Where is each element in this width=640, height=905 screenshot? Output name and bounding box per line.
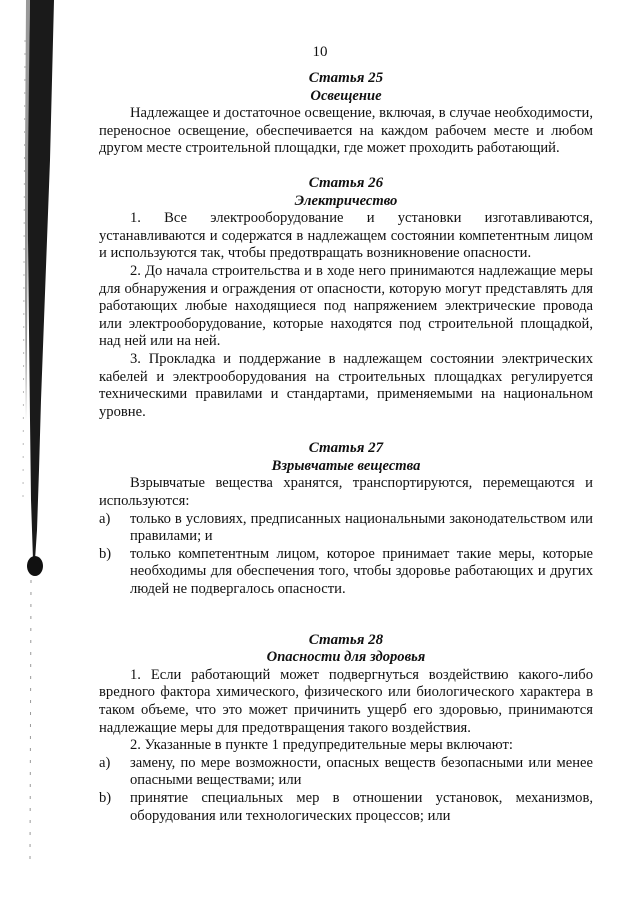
- list-item-label: a): [99, 510, 111, 527]
- paragraph: 1. Все электрооборудование и установки изготавливаются, устанавливаются и содержатся в надлежащем состоянии компетентным лицом и используются так, чтобы предотвращать возникновение опасности.: [99, 210, 593, 262]
- list-item-text: только в условиях, предписанных национальными законодательством или правилами; и: [130, 510, 593, 545]
- article-title: Освещение: [310, 87, 382, 104]
- list-item: [99, 790, 593, 825]
- article-number: Статья 28: [308, 631, 384, 648]
- article-title: Электричество: [294, 192, 398, 209]
- list-item-text: только компетентным лицом, которое принимает такие меры, которые необходимы для обеспечения того, чтобы здоровье работающих и других людей не подвергалось опасности.: [130, 545, 593, 598]
- paragraph: 2. Указанные в пункте 1 предупредительные меры включают:: [130, 737, 513, 754]
- list-item-label: b): [99, 545, 112, 562]
- list-item-label: b): [99, 789, 112, 806]
- paragraph: 3. Прокладка и поддержание в надлежащем состоянии электрических кабелей и электрооборудования на строительных площадках регулируется техническими правилами и стандартами, применяемыми на национальном уровне.: [99, 350, 593, 420]
- list-item: [99, 546, 593, 599]
- list-item-text: принятие специальных мер в отношении установок, механизмов, оборудования или технологических процессов; или: [130, 789, 593, 824]
- article-25: [99, 70, 593, 158]
- article-number: Статья 26: [308, 174, 384, 191]
- list-item: [99, 511, 593, 546]
- article-number: Статья 25: [308, 70, 384, 86]
- paragraph: Взрывчатые вещества хранятся, транспортируются, перемещаются и используются:: [99, 475, 593, 510]
- page-number: 10: [312, 44, 328, 60]
- document-body: [99, 70, 593, 825]
- article-title: Опасности для здоровья: [266, 649, 426, 666]
- article-26: [99, 175, 593, 421]
- list-item: [99, 755, 593, 790]
- article-number: Статья 27: [308, 440, 384, 457]
- scan-shadow: [0, 0, 70, 905]
- list-item-label: a): [99, 754, 111, 771]
- article-28: [99, 632, 593, 826]
- list-item-text: замену, по мере возможности, опасных веществ безопасными или менее опасными веществами; или: [130, 754, 593, 789]
- paragraph: 2. До начала строительства и в ходе него принимаются надлежащие меры для обнаружения и ограждения от опасности, которую могут представлять для работающих любые находящиеся под напряжением электрические провода или электрооборудование, которые находятся под строительной площадкой, над ней или на ней.: [99, 262, 593, 350]
- article-27: [99, 440, 593, 598]
- article-title: Взрывчатые вещества: [271, 457, 421, 474]
- paragraph: 1. Если работающий может подвергнуться воздействию какого-либо вредного фактора химического, физического или биологического характера в таком объеме, что это может причинить ущерб его здоровью, принимаются надлежащие меры для предотвращения такого воздействия.: [99, 666, 593, 736]
- paragraph: Надлежащее и достаточное освещение, включая, в случае необходимости, переносное освещение, обеспечивается на каждом рабочем месте и любом другом месте строительной площадки, где может проходить работающий.: [99, 105, 593, 157]
